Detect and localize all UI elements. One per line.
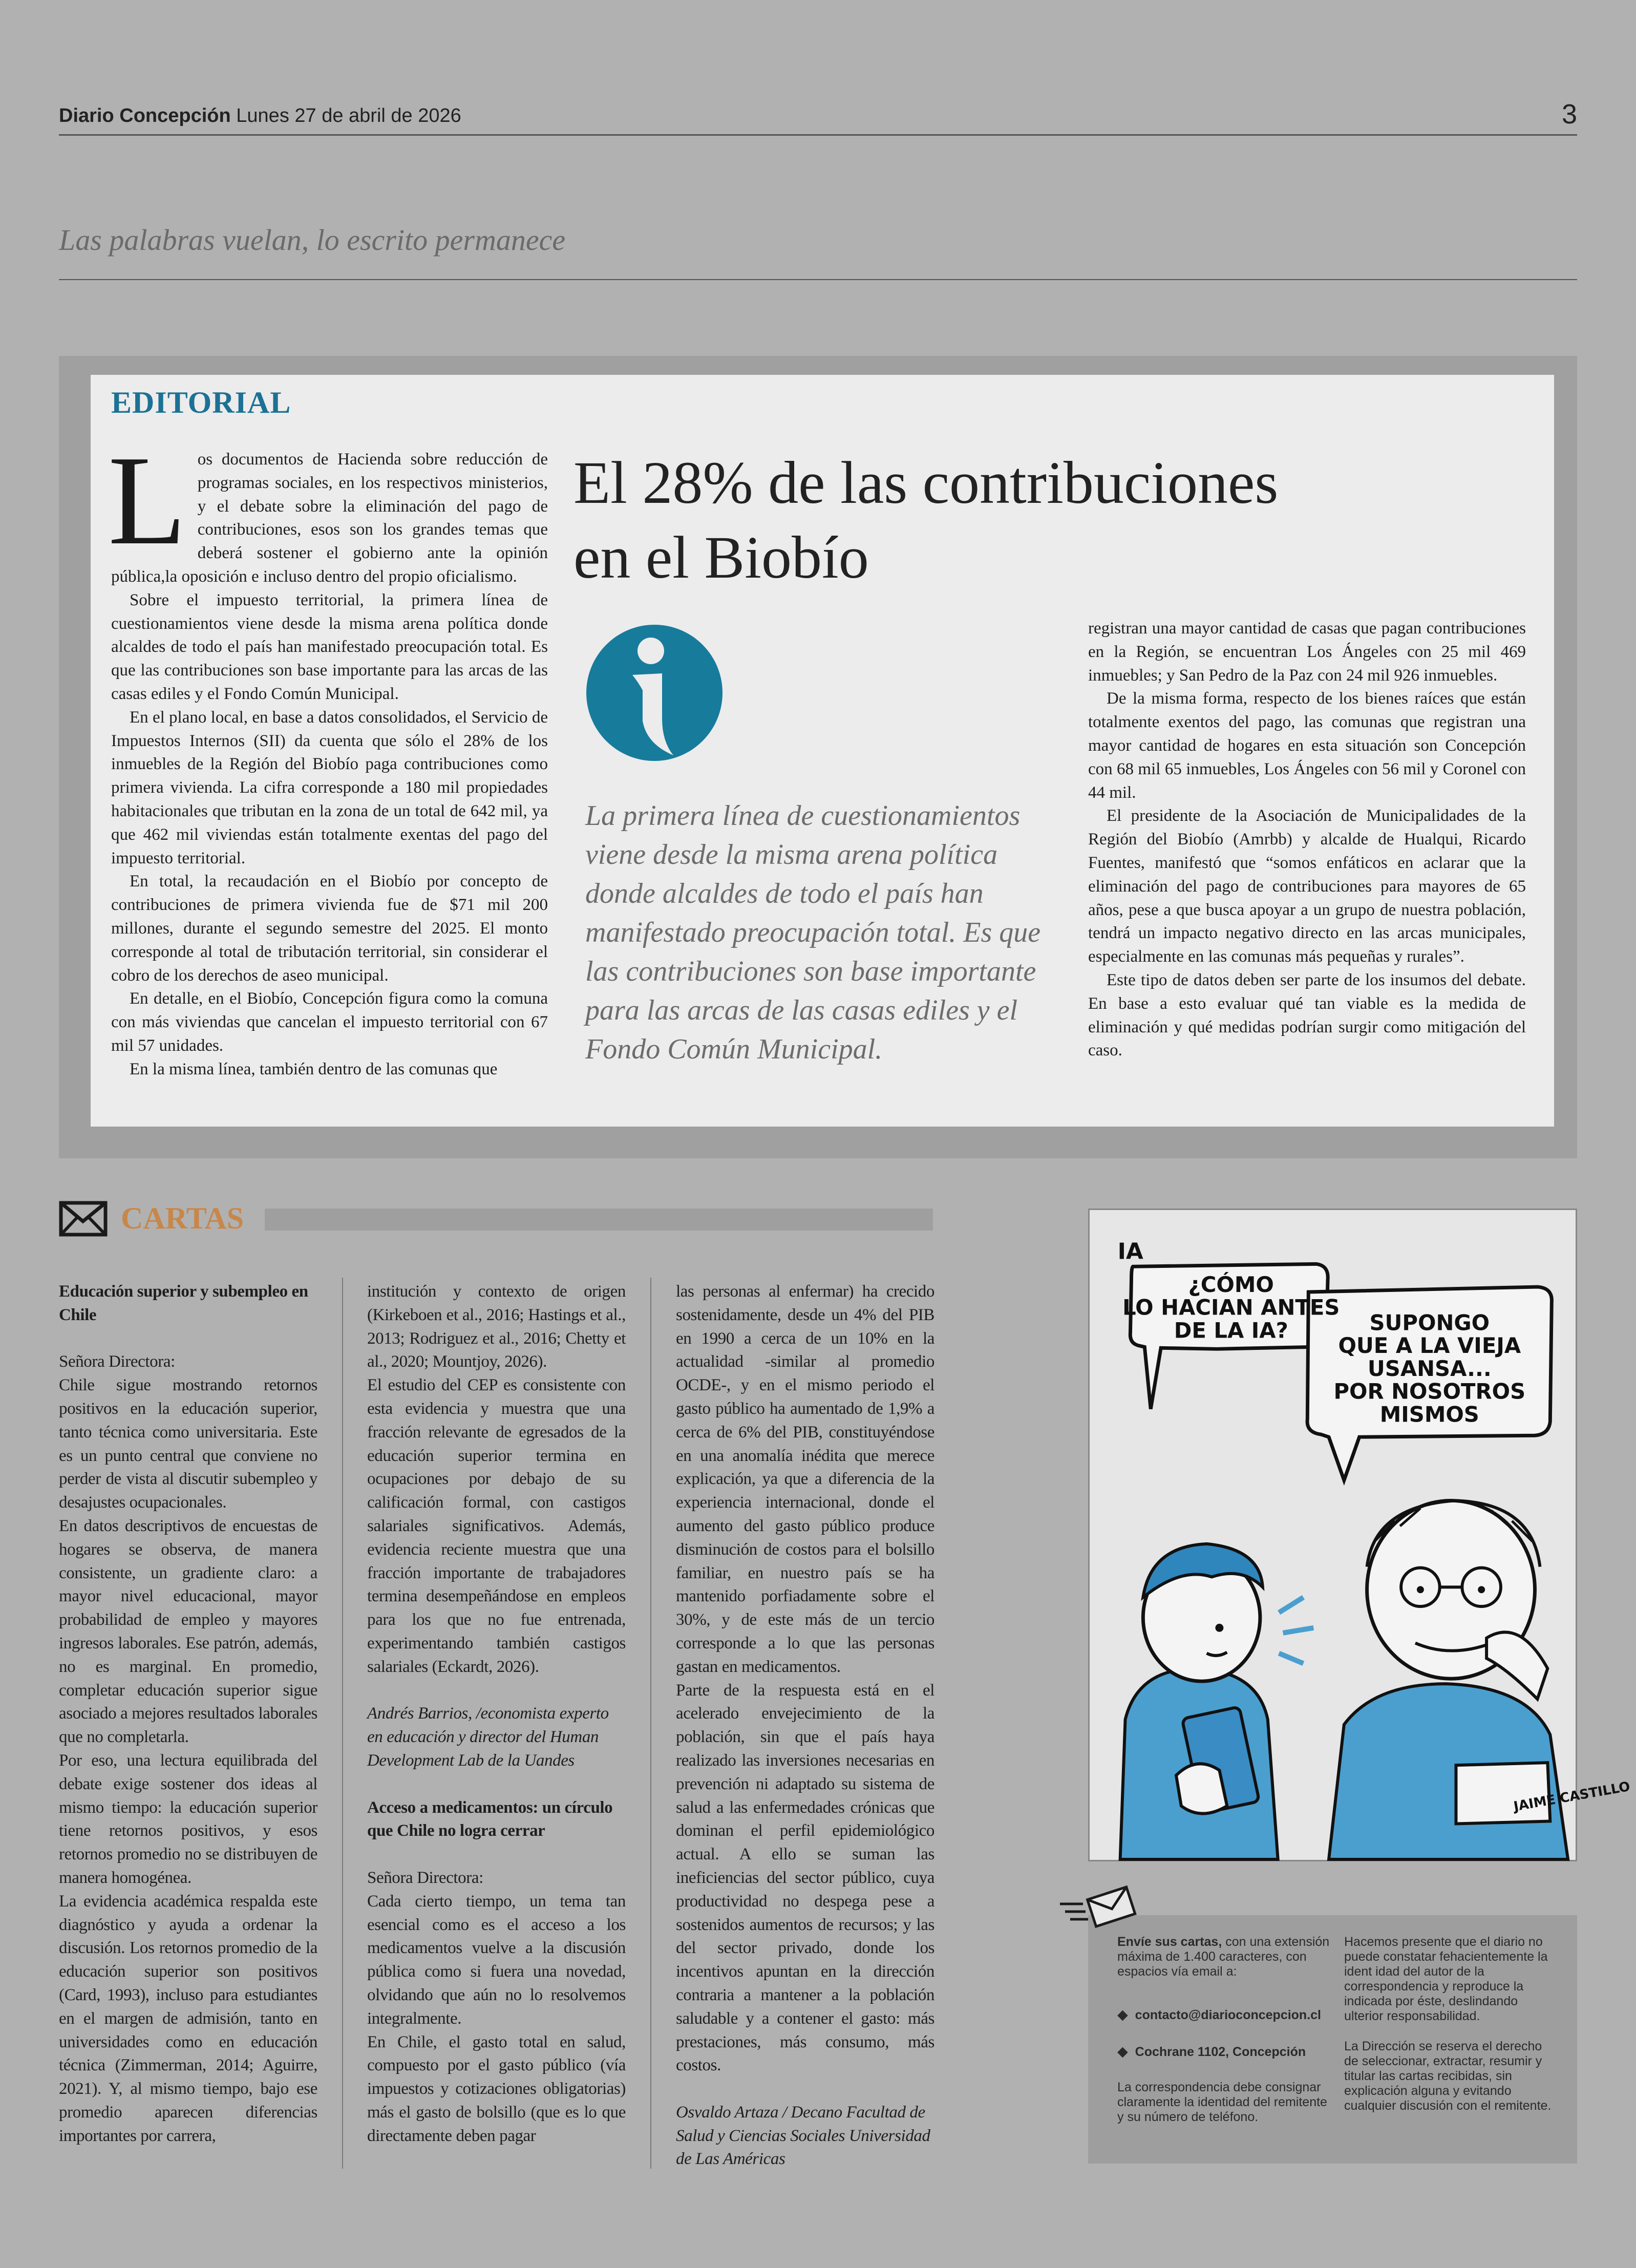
editorial-label: EDITORIAL — [111, 386, 291, 419]
letter-title: Educación superior y subempleo en Chile — [59, 1282, 308, 1324]
letter-paragraph: Chile sigue mostrando retornos positivos en la educación superior, tanto técnica como universitaria. Este es un punto central que conviene no perder de vista al discutir subempleo y desajustes ocupacionales. — [59, 1376, 317, 1512]
letter-paragraph: En datos descriptivos de encuestas de hogares se observa, de manera consistente, un gradiente claro: a mayor nivel educacional, mayor probabilidad de empleo y mayores ingresos laborales. Ese patrón, además, no es marginal. En promedio, completar educación superior sigue asociado a mejores resultados laborales que no completarla. — [59, 1516, 317, 1747]
info-left-column — [1117, 1935, 1332, 2125]
editorial-column-1 — [108, 430, 548, 1082]
column-divider — [342, 1278, 343, 2169]
cartas-label: CARTAS — [121, 1201, 244, 1235]
editorial-column-3 — [1088, 617, 1526, 1063]
contact-email[interactable]: contacto@diarioconcepcion.cl — [1135, 2008, 1322, 2022]
pull-quote: La primera línea de cuestionamientos viene desde la misma arena política donde alcaldes de todo el país han manifestado preocupación total. Es que las contribuciones son base importante para las arcas de las casas ediles y el Fondo Común Municipal. — [585, 800, 1041, 1065]
editorial-rights-text: La Dirección se reserva el derecho de seleccionar, extractar, resumir y titular las cartas recibidas, sin explicación alguna y evitando cualquier discusión con el remitente. — [1344, 2039, 1552, 2113]
editorial-headline: El 28% de las contribuciones en el Biobío — [573, 449, 1279, 591]
editorial-paragraph: En total, la recaudación en el Biobío por concepto de contribuciones de primera vivienda fue de $71 mil 200 millones, durante el segundo semestre del 2025. El monto corresponde al total de tributación territorial, sin considerar el cobro de los derechos de aseo municipal. — [111, 872, 548, 985]
editorial-paragraph: En la misma línea, también dentro de las comunas que — [130, 1059, 498, 1078]
svg-text:¿CÓMO: ¿CÓMO — [1188, 1272, 1274, 1297]
cartoon — [1088, 1209, 1631, 1861]
editorial-paragraph: registran una mayor cantidad de casas que pagan contribuciones en la Región, se encuentran Los Ángeles con 25 mil 469 inmuebles; y San Pedro de la Paz con 24 mil 926 inmuebles. — [1088, 619, 1526, 685]
svg-text:LO HACIAN ANTES: LO HACIAN ANTES — [1122, 1295, 1340, 1320]
flying-mail-icon — [1060, 1883, 1137, 1930]
letter-paragraph: institución y contexto de origen (Kirkeboen et al., 2016; Hastings et al., 2013; Rodriguez et al., 2016; Chetty et al., 2020; Mountjoy, 2026). — [367, 1282, 626, 1371]
bullet-icon: ◆ — [1117, 2044, 1128, 2059]
cartoon-corner-text: IA — [1117, 1238, 1143, 1265]
letter-greeting: Señora Directora: — [59, 1352, 175, 1371]
drop-cap: L — [108, 430, 186, 571]
envelope-icon — [59, 1201, 108, 1237]
young-man-figure — [1120, 1544, 1314, 1859]
cartas-bar — [265, 1209, 933, 1231]
letter-paragraph: La evidencia académica respalda este diagnóstico y ayuda a ordenar la discusión. Los retornos promedio de la educación superior son positivos (Card, 1993), incluso para estudiantes en el margen de admisión, tanto en universidades como en educación técnica (Zimmerman, 2014; Aguirre, 2021). Y, al mismo tiempo, bajo ese promedio aparecen diferencias importantes por carrera, — [59, 1892, 317, 2145]
letters-column-1 — [59, 1280, 317, 2148]
svg-text:DE LA IA?: DE LA IA? — [1174, 1318, 1288, 1343]
info-icon — [585, 621, 724, 765]
masthead — [59, 105, 461, 127]
disclaimer-text: Hacemos presente que el diario no puede constatar fehacientemente la ident idad del autor de la correspondencia y reproduce la indicada por éste, deslindando ulterior responsabilidad. — [1344, 1935, 1548, 2023]
letters-column-3 — [676, 1280, 934, 2171]
bullet-icon: ◆ — [1117, 2007, 1128, 2022]
header-rule — [59, 134, 1577, 136]
page-number: 3 — [1561, 99, 1577, 130]
paper-name: Diario Concepción — [59, 105, 231, 126]
info-right-column — [1344, 1935, 1552, 2113]
letter-title: Acceso a medicamentos: un círculo que Chile no logra cerrar — [367, 1798, 613, 1840]
send-letters-text: con una extensión máxima de 1.400 caracteres, con espacios vía email a: — [1117, 1935, 1330, 1979]
motto-rule — [59, 279, 1577, 280]
column-divider — [650, 1278, 651, 2169]
section-motto: Las palabras vuelan, lo escrito permanece — [59, 223, 566, 257]
editorial-paragraph: De la misma forma, respecto de los bienes raíces que están totalmente exentos del pago, las comunas que registran una mayor cantidad de hogares en esta situación son Concepción con 68 mil 65 inmuebles, Los Ángeles con 56 mil y Coronel con 44 mil. — [1088, 689, 1526, 802]
cartoonist-signature: JAIME CASTILLO — [1512, 1778, 1631, 1815]
letter-paragraph: las personas al enfermar) ha crecido sostenidamente, desde un 4% del PIB en 1990 a cerca de un 10% en la actualidad -similar al promedio OCDE-, y en el mismo periodo el gasto público ha aumentado de 1,9% a cerca de 6% del PIB, constituyéndose en una anomalía inédita que merece explicación, ya que a diferencia de la experiencia internacional, donde el aumento del gasto público produce disminución de costos para el bolsillo familiar, en nuestro país se ha mantenido porfiadamente sobre el 30%, y de este más de un tercio corresponde a lo que las personas gastan en medicamentos. — [676, 1282, 934, 1676]
editorial-paragraph: En el plano local, en base a datos consolidados, el Servicio de Impuestos Internos (SII) da cuenta que sólo el 28% de los inmuebles de la Región del Biobío paga contribuciones como primera vivienda. La cifra corresponde a 180 mil propiedades habitacionales que tributan en la zona de un total de 642 mil, ya que 462 mil viviendas están totalmente exentas del pago del impuesto territorial. — [111, 708, 548, 867]
contact-address: Cochrane 1102, Concepción — [1135, 2045, 1306, 2059]
letter-signature: Osvaldo Artaza / Decano Facultad de Salud y Ciencias Sociales Universidad de Las Américas — [676, 2103, 930, 2169]
letter-paragraph: En Chile, el gasto total en salud, compuesto por el gasto público (vía impuestos y cotizaciones obligatorias) más el gasto de bolsillo (que es lo que directamente deben pagar — [367, 2032, 626, 2145]
svg-text:SUPONGO: SUPONGO — [1369, 1310, 1490, 1336]
issue-date: Lunes 27 de abril de 2026 — [236, 105, 461, 126]
identity-note: La correspondencia debe consignar claramente la identidad del remitente y su número de teléfono. — [1117, 2080, 1327, 2124]
editorial-paragraph: os documentos de Hacienda sobre reducción de programas sociales, en los respectivos ministerios, y el debate sobre la eliminación del pago de contribuciones, esos son los grandes temas que deberá sostener el gobierno ante la opinión pública,la oposición e incluso dentro del propio oficialismo. — [111, 450, 548, 586]
svg-text:USANSA...: USANSA... — [1367, 1355, 1492, 1381]
letter-paragraph: El estudio del CEP es consistente con esta evidencia y muestra que una fracción relevante de egresados de la educación superior termina en ocupaciones por debajo de su calificación formal, con castigos salariales significativos. Además, evidencia reciente muestra que una fracción importante de trabajadores termina desempeñándose en empleos para los que no fue entrenada, experimentando también castigos salariales (Eckardt, 2026). — [367, 1376, 626, 1676]
svg-text:MISMOS: MISMOS — [1379, 1402, 1479, 1427]
letter-paragraph: Cada cierto tiempo, un tema tan esencial como es el acceso a los medicamentos vuelve a la discusión pública como si fuera una novedad, olvidando que aún no lo resolvemos integralmente. — [367, 1892, 626, 2028]
letter-paragraph: Por eso, una lectura equilibrada del debate exige sostener dos ideas al mismo tiempo: la educación superior tiene retornos positivos, y esos retornos promedio no se distribuyen de manera homogénea. — [59, 1751, 317, 1887]
svg-text:QUE A LA VIEJA: QUE A LA VIEJA — [1338, 1333, 1521, 1359]
letter-signature: Andrés Barrios, /economista experto en educación y director del Human Development Lab de la Uandes — [367, 1704, 609, 1770]
letter-greeting: Señora Directora: — [367, 1868, 483, 1887]
editorial-paragraph: Sobre el impuesto territorial, la primera línea de cuestionamientos viene desde la misma arena política donde alcaldes de todo el país han manifestado preocupación total. Es que las contribuciones son base importante para las arcas de las casas ediles y el Fondo Común Municipal. — [111, 590, 548, 703]
letter-paragraph: Parte de la respuesta está en el acelerado envejecimiento de la población, sin que el país haya realizado las inversiones necesarias en prevención ni adaptado su sistema de salud a las enfermedades crónicas que dominan el perfil epidemiológico actual. A ello se suman las ineficiencias del sector público, cuya productividad no despega pese a sostenidos aumentos de recursos; y las del sector privado, donde los incentivos apuntan en la dirección contraria a mantener a la población saludable y a contener el gasto: más prestaciones, más consumo, más costos. — [676, 1681, 934, 2075]
editorial-paragraph: En detalle, en el Biobío, Concepción figura como la comuna con más viviendas que cancelan el impuesto territorial con 67 mil 57 unidades. — [111, 989, 548, 1055]
editorial-paragraph: Este tipo de datos deben ser parte de los insumos del debate. En base a esto evaluar qué tan viable es la medida de eliminación y qué medidas podrían surgir como mitigación del caso. — [1088, 970, 1526, 1060]
letters-column-2 — [367, 1280, 626, 2148]
editorial-paragraph: El presidente de la Asociación de Municipalidades de la Región del Biobío (Amrbb) y alcalde de Hualqui, Ricardo Fuentes, manifestó que “somos enfáticos en aclarar que la eliminación del pago de contribuciones para mayores de 65 años, pese a que busca apoyar a un grupo de nuestra población, tendrá un impacto negativo directo en las arcas municipales, especialmente en las comunas más pequeñas y rurales”. — [1088, 807, 1526, 966]
send-letters-heading: Envíe sus cartas, — [1117, 1935, 1222, 1949]
svg-text:POR NOSOTROS: POR NOSOTROS — [1333, 1379, 1526, 1404]
